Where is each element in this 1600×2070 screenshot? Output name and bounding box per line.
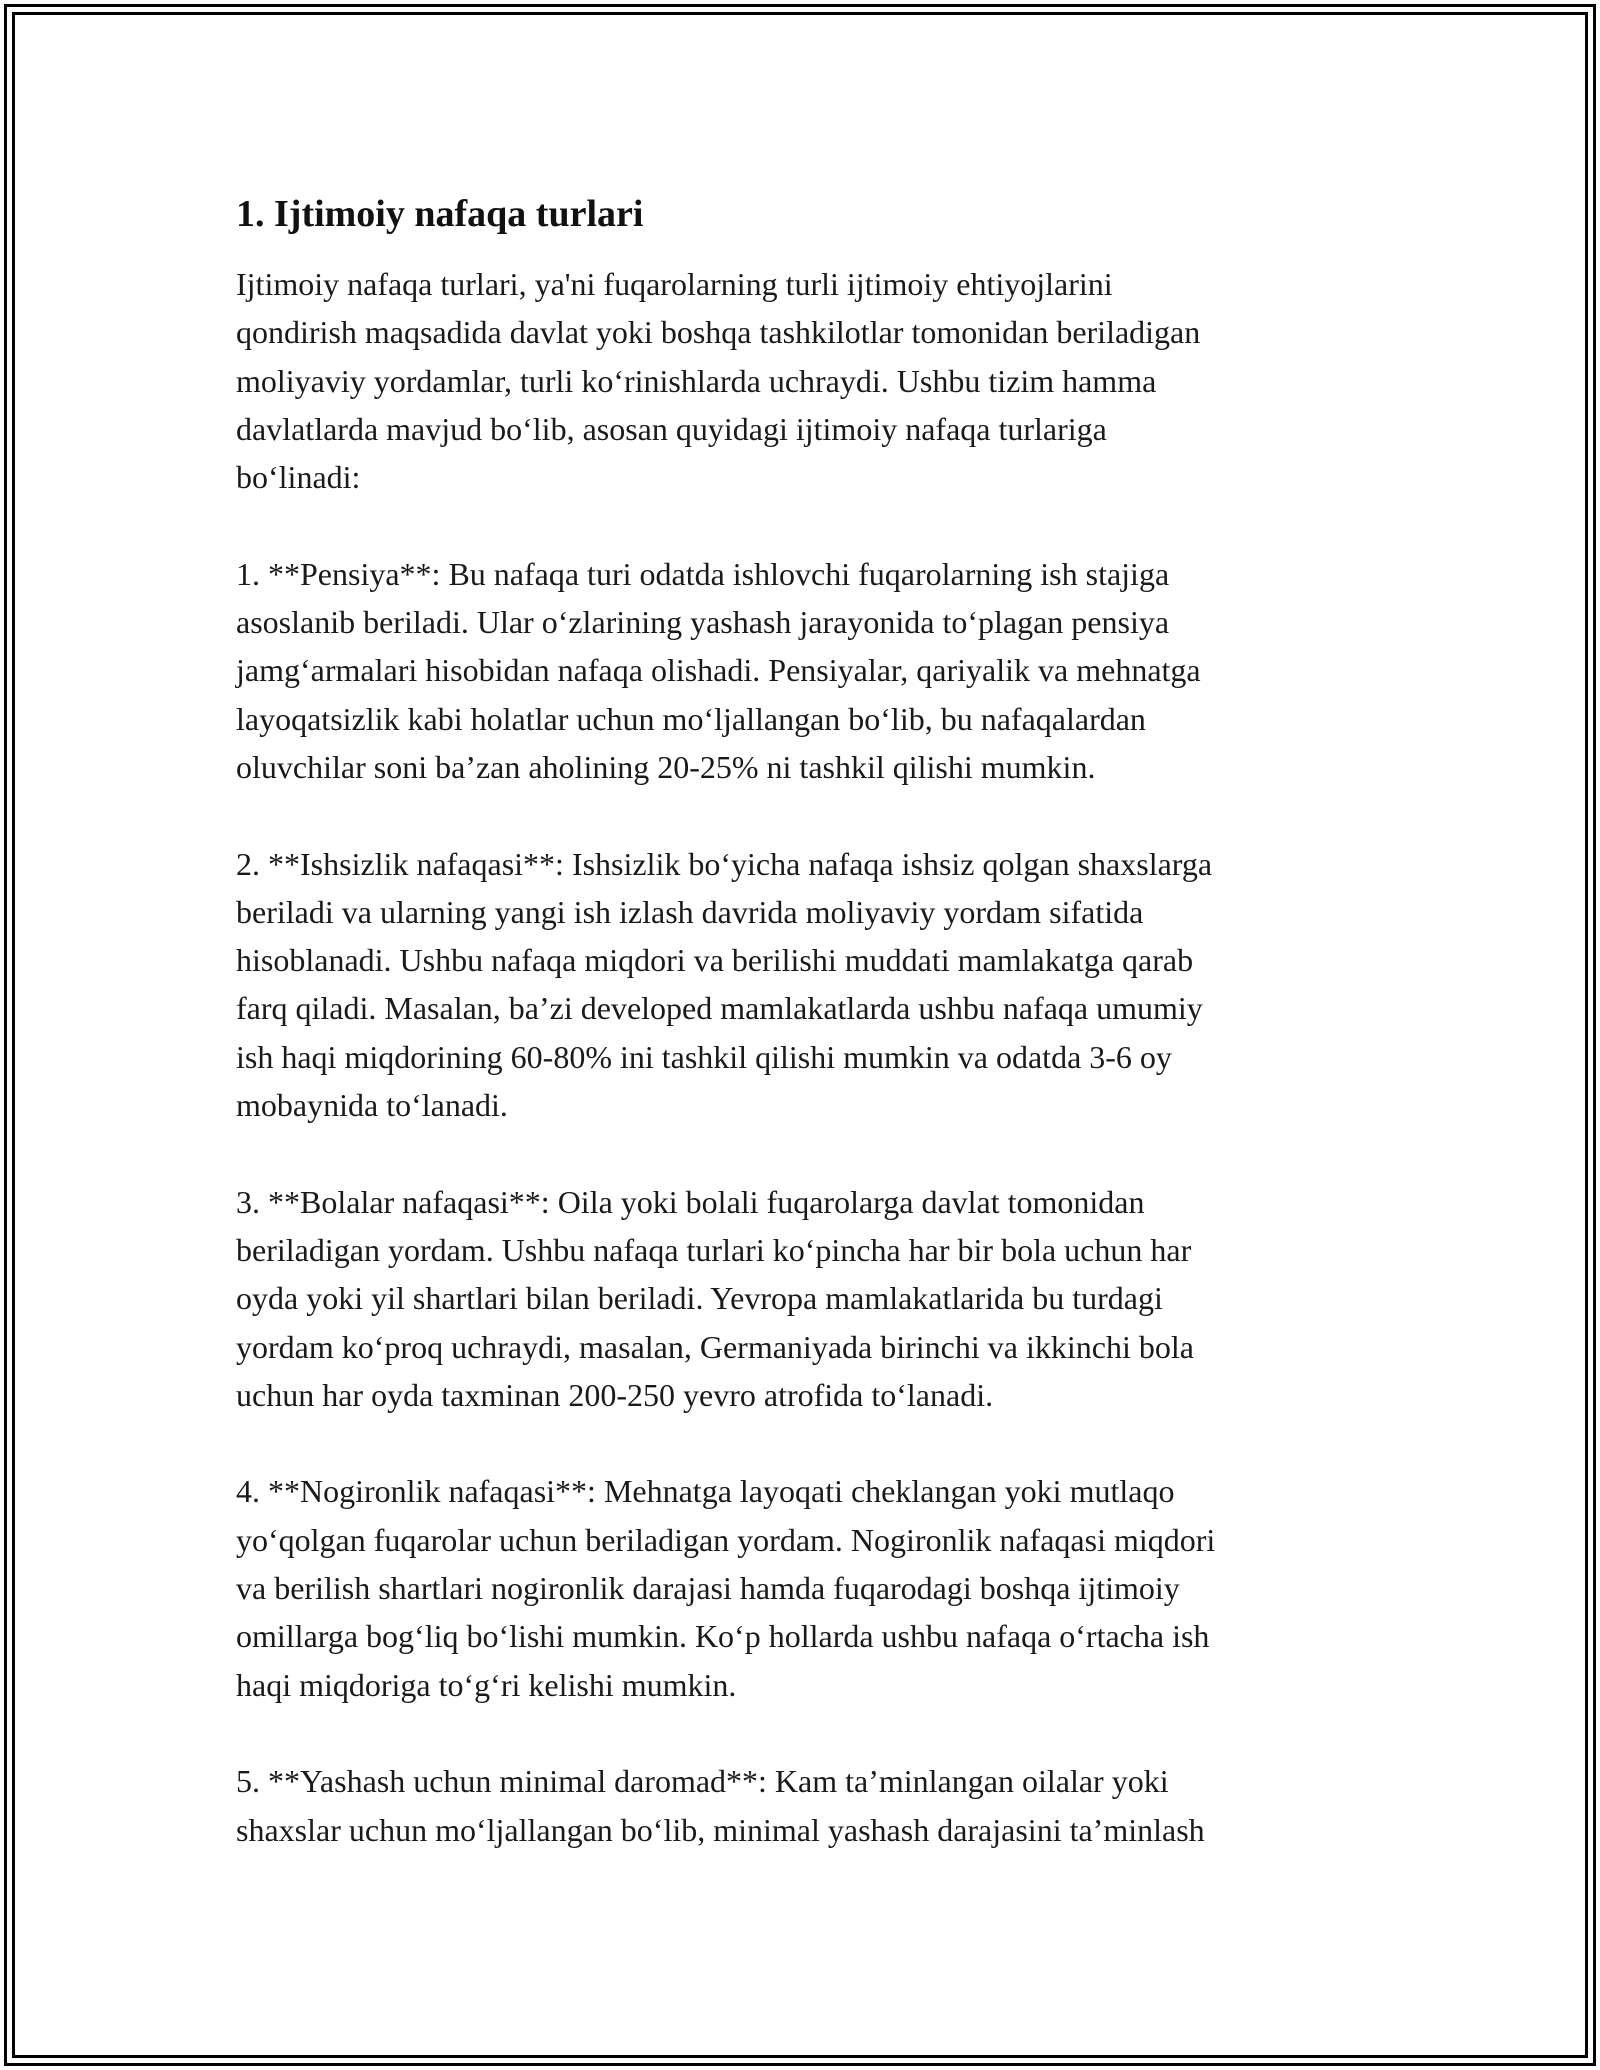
intro-paragraph: Ijtimoiy nafaqa turlari, ya'ni fuqarolarning turli ijtimoiy ehtiyojlarini qondirish maqsadida davlat yoki boshqa tashkilotlar tomonidan beriladigan moliyaviy yordamlar, turli ko‘rinishlarda uchraydi. Ushbu tizim hamma davlatlarda mavjud bo‘lib, asosan quyidagi ijtimoiy nafaqa turlariga bo‘linadi:	[236, 266, 1201, 496]
list-item-ishsizlik: 2. **Ishsizlik nafaqasi**: Ishsizlik bo‘yicha nafaqa ishsiz qolgan shaxslarga beriladi va ularning yangi ish izlash davrida moliyaviy yordam sifatida hisoblanadi. Ushbu nafaqa miqdori va berilishi muddati mamlakatga qarab farq qiladi. Masalan, ba’zi developed mamlakatlarda ushbu nafaqa umumiy ish haqi miqdorining 60-80% ini tashkil qilishi mumkin va odatda 3-6 oy mobaynida to‘lanadi.	[236, 845, 1213, 1124]
list-item-nogironlik: 4. **Nogironlik nafaqasi**: Mehnatga layoqati cheklangan yoki mutlaqo yo‘qolgan fuqarolar uchun beriladigan yordam. Nogironlik nafaqasi miqdori va berilish shartlari nogironlik darajasi hamda fuqarodagi boshqa ijtimoiy omillarga bog‘liq bo‘lishi mumkin. Ko‘p hollarda ushbu nafaqa o‘rtacha ish haqi miqdoriga to‘g‘ri kelishi mumkin.	[236, 1473, 1216, 1703]
document-body	[236, 190, 1386, 1854]
list-item-minimal-daromad: 5. **Yashash uchun minimal daromad**: Kam ta’minlangan oilalar yoki shaxslar uchun mo‘ljallangan bo‘lib, minimal yashash darajasini ta’minlash	[236, 1763, 1205, 1848]
list-item-pensiya: 1. **Pensiya**: Bu nafaqa turi odatda ishlovchi fuqarolarning ish stajiga asoslanib beriladi. Ular o‘zlarining yashash jarayonida to‘plagan pensiya jamg‘armalari hisobidan nafaqa olishadi. Pensiyalar, qariyalik va mehnatga layoqatsizlik kabi holatlar uchun mo‘ljallangan bo‘lib, bu nafaqalardan oluvchilar soni ba’zan aholining 20-25% ni tashkil qilishi mumkin.	[236, 555, 1201, 785]
list-item-bolalar: 3. **Bolalar nafaqasi**: Oila yoki bolali fuqarolarga davlat tomonidan beriladigan yordam. Ushbu nafaqa turlari ko‘pincha har bir bola uchun har oyda yoki yil shartlari bilan beriladi. Yevropa mamlakatlarida bu turdagi yordam ko‘proq uchraydi, masalan, Germaniyada birinchi va ikkinchi bola uchun har oyda taxminan 200-250 yevro atrofida to‘lanadi.	[236, 1183, 1194, 1413]
section-heading: 1. Ijtimoiy nafaqa turlari	[236, 193, 644, 235]
